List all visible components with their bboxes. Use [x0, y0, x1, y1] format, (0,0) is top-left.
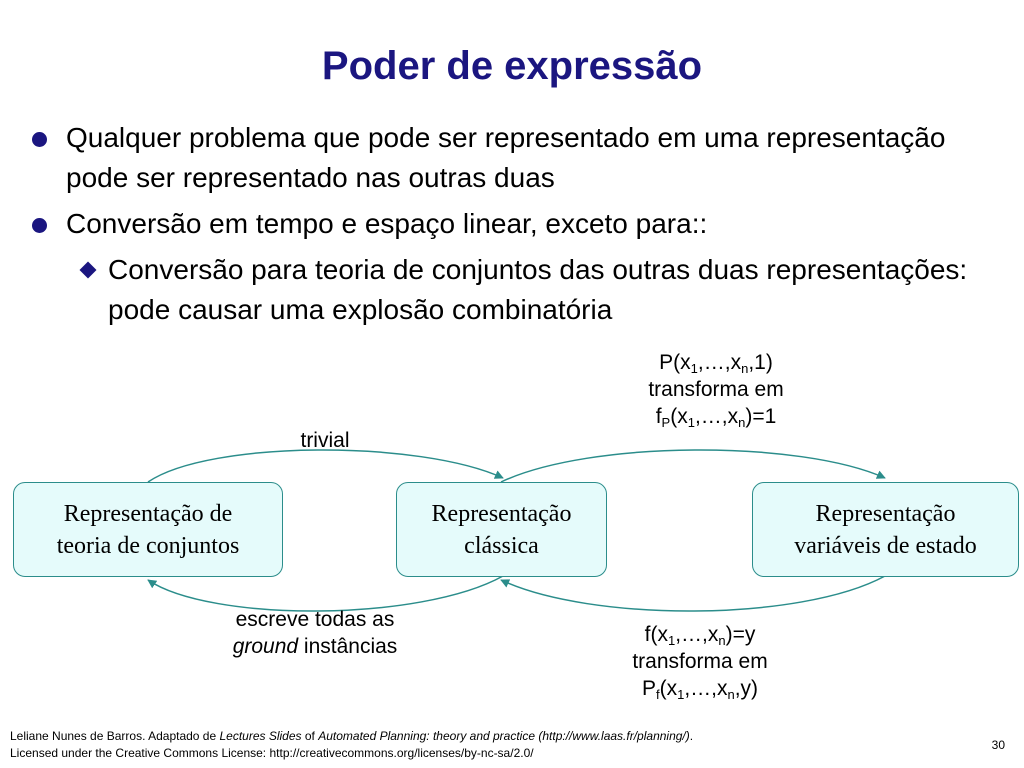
edge-label-text: ,…,x	[694, 405, 739, 428]
edge-label-text: (x	[670, 405, 688, 428]
edge-label-text: f(x	[644, 623, 668, 646]
bullet-text: Conversão em tempo e espaço linear, exceto para::	[66, 208, 708, 239]
edge-label-text: f	[655, 405, 662, 428]
edge-label-line	[600, 349, 832, 376]
edge-label-subscript: n	[718, 633, 726, 648]
edge-label-subscript: 1	[690, 361, 698, 376]
edge-label-line: escreve todas as	[235, 608, 395, 631]
edge-label-line	[585, 675, 815, 702]
footer-text: .	[689, 729, 694, 743]
footer-text: Leliane Nunes de Barros. Adaptado de	[10, 729, 220, 743]
edge-label-from-state-variables	[585, 621, 815, 702]
node-line: teoria de conjuntos	[56, 532, 240, 559]
edge-label-text: ,1)	[748, 351, 773, 374]
footer-line	[10, 728, 693, 745]
edge-label-text: ,y)	[734, 677, 759, 700]
footer-text: of	[301, 729, 319, 743]
footer-italic: Automated Planning: theory and practice (http://www.laas.fr/planning/)	[318, 729, 690, 743]
edge-label-text: )=1	[745, 405, 777, 428]
footer-credits	[10, 728, 693, 762]
edge-label-text: instâncias	[303, 635, 398, 658]
page-number: 30	[991, 738, 1005, 752]
edge-label-text: ,…,x	[697, 351, 742, 374]
edge-label-to-state-variables	[600, 349, 832, 430]
node-line: Representação	[431, 500, 572, 527]
edge-label-text: P(x	[659, 351, 691, 374]
sub-bullet-text: Conversão para teoria de conjuntos das outras duas representações: pode causar uma explosão combinatória	[108, 254, 968, 325]
slide-title: Poder de expressão	[321, 44, 703, 88]
node-state-variable-representation	[752, 482, 1019, 577]
node-line: Representação	[815, 500, 956, 527]
footer-italic: Lectures Slides	[219, 729, 302, 743]
edge-label-line	[600, 403, 832, 430]
node-set-theory-representation	[13, 482, 283, 577]
edge-label-italic: ground	[232, 635, 299, 658]
edge-label-text: P	[641, 677, 656, 700]
arrow-sets-to-classical	[148, 450, 503, 482]
footer-line: Licensed under the Creative Commons License: http://creativecommons.org/licenses/by-nc-sa/2.0/	[10, 746, 534, 760]
edge-label-line: transforma em	[648, 378, 784, 401]
bullet-text: Qualquer problema que pode ser representado em uma representação pode ser representado nas outras duas	[66, 122, 946, 193]
edge-label-text: ,…,x	[684, 677, 728, 700]
edge-label-subscript: 1	[667, 633, 676, 648]
edge-label-trivial: trivial	[300, 429, 350, 452]
edge-label-text: (x	[659, 677, 678, 700]
edge-label-subscript: 1	[687, 415, 695, 430]
node-line: clássica	[464, 532, 539, 559]
edge-label-line: transforma em	[632, 650, 768, 673]
edge-label-text: )=y	[725, 623, 756, 646]
arrow-state-to-classical	[501, 576, 885, 611]
node-line: Representação de	[63, 500, 233, 527]
edge-label-subscript: f	[655, 687, 660, 702]
edge-label-subscript: 1	[677, 687, 685, 702]
arrow-classical-to-state	[501, 450, 885, 482]
edge-label-subscript: P	[661, 415, 671, 430]
edge-label-line	[180, 633, 450, 660]
edge-label-text: ,…,x	[675, 623, 719, 646]
edge-label-ground-instances	[180, 606, 450, 660]
edge-label-line	[585, 621, 815, 648]
node-line: variáveis de estado	[794, 532, 977, 559]
edge-label-subscript: n	[727, 687, 735, 702]
edge-label-subscript: n	[738, 415, 746, 430]
edge-label-subscript: n	[741, 361, 749, 376]
node-classical-representation	[396, 482, 607, 577]
